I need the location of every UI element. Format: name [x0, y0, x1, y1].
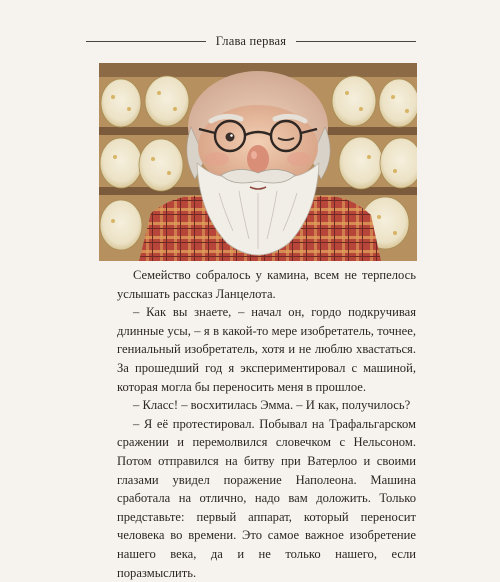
- old-man-illustration: [99, 63, 417, 261]
- header-rule-right: [296, 41, 416, 42]
- paragraph: – Как вы знаете, – начал он, гордо подкручивая длинные усы, – я в какой-то мере изобретатель, точнее, гениальный изобретатель, хотя и не люблю хвастаться. За прошедший год я экспериментировал с машиной, которая могла бы переносить меня в прошлое.: [117, 305, 416, 394]
- story-text: [117, 266, 416, 582]
- header-rule-left: [86, 41, 206, 42]
- paragraph: – Класс! – восхитилась Эмма. – И как, получилось?: [133, 398, 411, 413]
- chapter-title: Глава первая: [215, 33, 287, 48]
- paragraph: Семейство собралось у камина, всем не терпелось услышать рассказ Ланцелота.: [117, 268, 416, 301]
- chapter-header: [86, 32, 416, 50]
- paragraph: – Я её протестировал. Побывал на Трафальгарском сражении и перемолвился словечком с Нельсоном. Потом отправился на битву при Ватерлоо и своими глазами увидел поражение Наполеона. Машина сработала на отлично, надо вам доложить. Только представьте: первый аппарат, который переносит человека во времени. Это самое важное изобретение нашего века, да и не только нашего, если поразмыслить.: [117, 416, 416, 580]
